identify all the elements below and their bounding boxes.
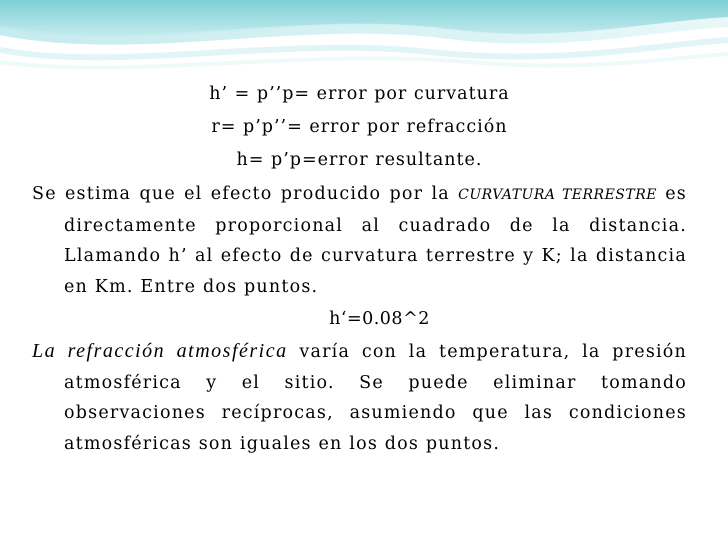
definition-line-3: h= p’p=error resultante.	[236, 150, 483, 170]
paragraph-refraction-rest: varía con la temperatura, la presión atmosférica y el sitio. Se puede eliminar tomando observaciones recíprocas, asumiendo que las condiciones atmosféricas son iguales en los dos puntos.	[64, 342, 688, 454]
decorative-wave-banner	[0, 0, 728, 78]
slide-content	[32, 72, 687, 459]
curvature-formula: h‘=0.08^2	[329, 309, 430, 329]
definition-line-1: h’ = p’’p= error por curvatura	[209, 84, 510, 104]
refraction-term: La refracción atmosférica	[32, 340, 288, 362]
paragraph-curvature-rest: es directamente proporcional al cuadrado de la distancia. Llamando h’ al efecto de curvatura terrestre y K; la distancia en Km. Entre dos puntos.	[64, 184, 687, 297]
definition-line-2: r= p’p’’= error por refracción	[211, 117, 508, 137]
curvature-term: CURVATURA TERRESTRE	[458, 187, 657, 203]
paragraph-refraction	[32, 336, 687, 459]
paragraph-curvature-lead: Se estima que el efecto producido por la	[32, 184, 459, 204]
paragraph-curvature	[32, 179, 687, 302]
